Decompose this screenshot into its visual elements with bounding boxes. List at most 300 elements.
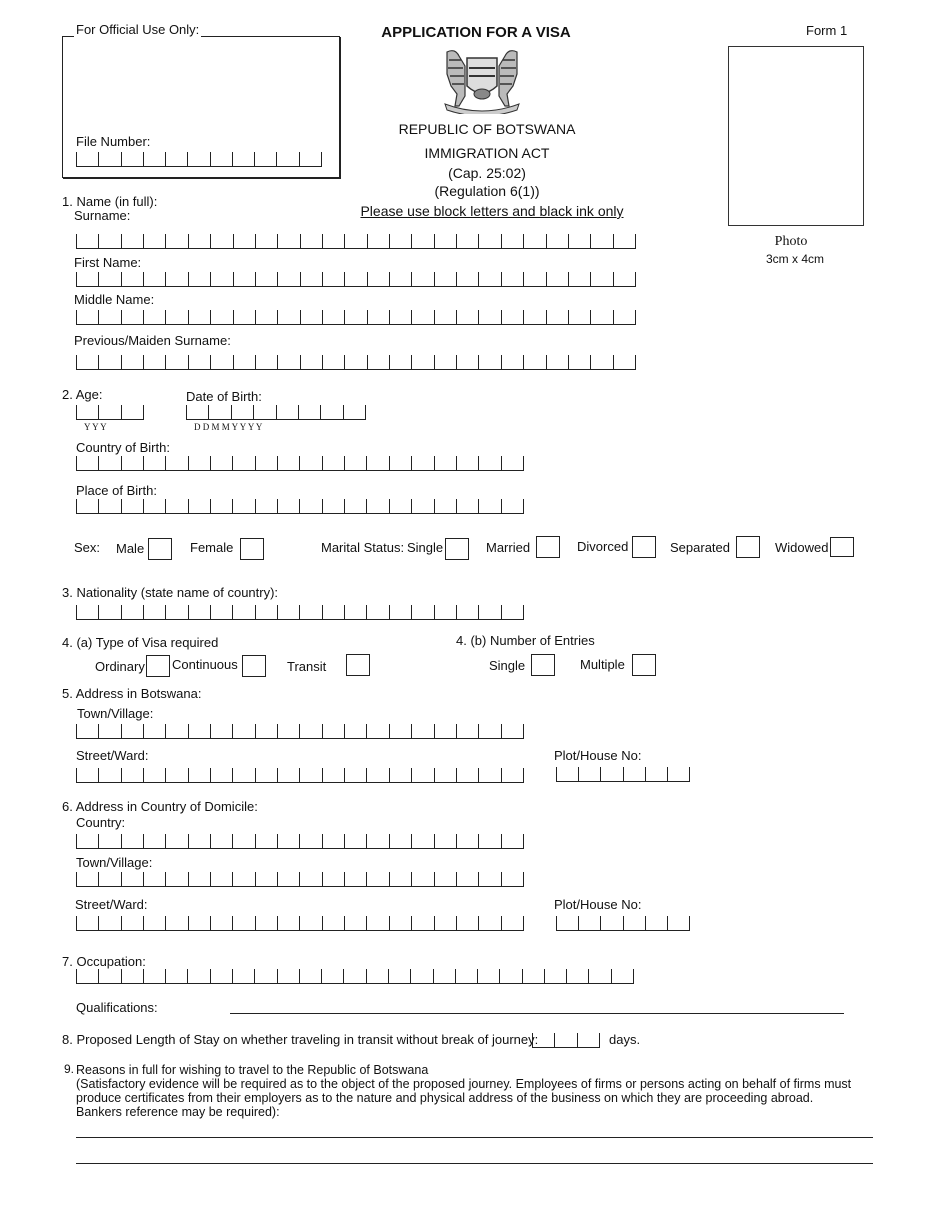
char-cell[interactable] xyxy=(456,834,478,848)
country-of-birth-input[interactable] xyxy=(76,456,524,471)
char-cell[interactable] xyxy=(143,355,165,369)
char-cell[interactable] xyxy=(76,872,98,886)
char-cell[interactable] xyxy=(121,234,143,248)
char-cell[interactable] xyxy=(300,310,322,324)
female-checkbox[interactable] xyxy=(240,538,264,560)
char-cell[interactable] xyxy=(321,969,343,983)
char-cell[interactable] xyxy=(143,768,165,782)
char-cell[interactable] xyxy=(544,969,566,983)
char-cell[interactable] xyxy=(532,1033,554,1047)
char-cell[interactable] xyxy=(299,768,321,782)
char-cell[interactable] xyxy=(232,872,254,886)
char-cell[interactable] xyxy=(277,355,299,369)
char-cell[interactable] xyxy=(143,272,165,286)
char-cell[interactable] xyxy=(210,234,232,248)
char-cell[interactable] xyxy=(501,916,524,930)
char-cell[interactable] xyxy=(456,872,478,886)
ordinary-checkbox[interactable] xyxy=(146,655,170,677)
char-cell[interactable] xyxy=(590,355,612,369)
char-cell[interactable] xyxy=(188,310,210,324)
char-cell[interactable] xyxy=(389,355,411,369)
char-cell[interactable] xyxy=(389,834,411,848)
previous-surname-input[interactable] xyxy=(76,355,636,370)
char-cell[interactable] xyxy=(232,768,254,782)
char-cell[interactable] xyxy=(76,834,98,848)
char-cell[interactable] xyxy=(501,310,523,324)
male-checkbox[interactable] xyxy=(148,538,172,560)
char-cell[interactable] xyxy=(143,234,165,248)
char-cell[interactable] xyxy=(76,355,98,369)
char-cell[interactable] xyxy=(210,768,232,782)
char-cell[interactable] xyxy=(600,767,622,781)
char-cell[interactable] xyxy=(623,767,645,781)
char-cell[interactable] xyxy=(98,834,120,848)
char-cell[interactable] xyxy=(121,152,143,166)
char-cell[interactable] xyxy=(121,768,143,782)
char-cell[interactable] xyxy=(478,916,500,930)
char-cell[interactable] xyxy=(478,872,500,886)
char-cell[interactable] xyxy=(76,605,98,619)
char-cell[interactable] xyxy=(613,272,636,286)
char-cell[interactable] xyxy=(411,834,433,848)
nationality-input[interactable] xyxy=(76,605,524,620)
char-cell[interactable] xyxy=(165,872,187,886)
char-cell[interactable] xyxy=(388,969,410,983)
char-cell[interactable] xyxy=(389,872,411,886)
char-cell[interactable] xyxy=(165,152,187,166)
char-cell[interactable] xyxy=(299,456,321,470)
char-cell[interactable] xyxy=(411,234,433,248)
char-cell[interactable] xyxy=(98,272,120,286)
char-cell[interactable] xyxy=(456,456,478,470)
char-cell[interactable] xyxy=(98,456,120,470)
age-input[interactable] xyxy=(76,405,144,420)
char-cell[interactable] xyxy=(188,456,210,470)
char-cell[interactable] xyxy=(523,355,545,369)
char-cell[interactable] xyxy=(165,234,187,248)
char-cell[interactable] xyxy=(165,834,187,848)
char-cell[interactable] xyxy=(344,310,366,324)
char-cell[interactable] xyxy=(277,310,299,324)
char-cell[interactable] xyxy=(322,768,344,782)
char-cell[interactable] xyxy=(143,456,165,470)
char-cell[interactable] xyxy=(254,152,276,166)
char-cell[interactable] xyxy=(188,768,210,782)
char-cell[interactable] xyxy=(566,969,588,983)
char-cell[interactable] xyxy=(578,767,600,781)
char-cell[interactable] xyxy=(501,768,524,782)
char-cell[interactable] xyxy=(522,969,544,983)
char-cell[interactable] xyxy=(568,355,590,369)
char-cell[interactable] xyxy=(76,768,98,782)
widowed-checkbox[interactable] xyxy=(830,537,854,557)
dom-plot-input[interactable] xyxy=(556,916,690,931)
char-cell[interactable] xyxy=(456,724,478,738)
char-cell[interactable] xyxy=(588,969,610,983)
char-cell[interactable] xyxy=(299,605,321,619)
char-cell[interactable] xyxy=(389,916,411,930)
char-cell[interactable] xyxy=(187,152,209,166)
char-cell[interactable] xyxy=(233,234,255,248)
char-cell[interactable] xyxy=(143,969,165,983)
char-cell[interactable] xyxy=(322,310,344,324)
entries-single-checkbox[interactable] xyxy=(531,654,555,676)
char-cell[interactable] xyxy=(322,272,344,286)
char-cell[interactable] xyxy=(523,310,545,324)
char-cell[interactable] xyxy=(98,499,120,513)
char-cell[interactable] xyxy=(121,605,143,619)
char-cell[interactable] xyxy=(366,724,388,738)
char-cell[interactable] xyxy=(344,872,366,886)
char-cell[interactable] xyxy=(667,916,690,930)
char-cell[interactable] xyxy=(556,916,578,930)
char-cell[interactable] xyxy=(188,272,210,286)
char-cell[interactable] xyxy=(367,272,389,286)
char-cell[interactable] xyxy=(255,234,277,248)
char-cell[interactable] xyxy=(623,916,645,930)
char-cell[interactable] xyxy=(322,834,344,848)
char-cell[interactable] xyxy=(344,834,366,848)
char-cell[interactable] xyxy=(478,310,500,324)
char-cell[interactable] xyxy=(344,234,366,248)
char-cell[interactable] xyxy=(255,499,277,513)
char-cell[interactable] xyxy=(299,969,321,983)
char-cell[interactable] xyxy=(165,768,187,782)
dob-input[interactable] xyxy=(186,405,366,420)
char-cell[interactable] xyxy=(255,872,277,886)
char-cell[interactable] xyxy=(208,405,230,419)
char-cell[interactable] xyxy=(210,272,232,286)
char-cell[interactable] xyxy=(411,310,433,324)
char-cell[interactable] xyxy=(477,969,499,983)
char-cell[interactable] xyxy=(233,272,255,286)
char-cell[interactable] xyxy=(165,724,187,738)
char-cell[interactable] xyxy=(434,272,456,286)
divorced-checkbox[interactable] xyxy=(632,536,656,558)
char-cell[interactable] xyxy=(478,456,500,470)
char-cell[interactable] xyxy=(210,499,232,513)
char-cell[interactable] xyxy=(343,405,366,419)
char-cell[interactable] xyxy=(186,405,208,419)
char-cell[interactable] xyxy=(232,456,254,470)
char-cell[interactable] xyxy=(411,768,433,782)
char-cell[interactable] xyxy=(578,916,600,930)
char-cell[interactable] xyxy=(98,310,120,324)
char-cell[interactable] xyxy=(210,456,232,470)
char-cell[interactable] xyxy=(277,724,299,738)
char-cell[interactable] xyxy=(233,355,255,369)
surname-input[interactable] xyxy=(76,234,636,249)
char-cell[interactable] xyxy=(188,234,210,248)
char-cell[interactable] xyxy=(143,916,165,930)
char-cell[interactable] xyxy=(253,405,275,419)
char-cell[interactable] xyxy=(299,872,321,886)
char-cell[interactable] xyxy=(121,456,143,470)
length-of-stay-input[interactable] xyxy=(532,1033,600,1048)
char-cell[interactable] xyxy=(121,405,144,419)
char-cell[interactable] xyxy=(501,499,524,513)
char-cell[interactable] xyxy=(187,969,209,983)
char-cell[interactable] xyxy=(478,834,500,848)
char-cell[interactable] xyxy=(501,355,523,369)
char-cell[interactable] xyxy=(366,456,388,470)
char-cell[interactable] xyxy=(389,310,411,324)
char-cell[interactable] xyxy=(299,152,322,166)
entries-multiple-checkbox[interactable] xyxy=(632,654,656,676)
char-cell[interactable] xyxy=(76,499,98,513)
char-cell[interactable] xyxy=(98,605,120,619)
char-cell[interactable] xyxy=(210,355,232,369)
char-cell[interactable] xyxy=(121,355,143,369)
char-cell[interactable] xyxy=(232,152,254,166)
char-cell[interactable] xyxy=(322,355,344,369)
single-checkbox[interactable] xyxy=(445,538,469,560)
char-cell[interactable] xyxy=(434,724,456,738)
char-cell[interactable] xyxy=(434,872,456,886)
char-cell[interactable] xyxy=(645,916,667,930)
char-cell[interactable] xyxy=(277,872,299,886)
char-cell[interactable] xyxy=(611,969,634,983)
char-cell[interactable] xyxy=(300,234,322,248)
char-cell[interactable] xyxy=(322,605,344,619)
char-cell[interactable] xyxy=(121,834,143,848)
char-cell[interactable] xyxy=(501,605,524,619)
char-cell[interactable] xyxy=(98,355,120,369)
char-cell[interactable] xyxy=(98,152,120,166)
char-cell[interactable] xyxy=(76,152,98,166)
char-cell[interactable] xyxy=(232,916,254,930)
char-cell[interactable] xyxy=(255,272,277,286)
char-cell[interactable] xyxy=(121,310,143,324)
char-cell[interactable] xyxy=(299,834,321,848)
char-cell[interactable] xyxy=(76,405,98,419)
char-cell[interactable] xyxy=(434,834,456,848)
char-cell[interactable] xyxy=(568,272,590,286)
char-cell[interactable] xyxy=(411,499,433,513)
middle-name-input[interactable] xyxy=(76,310,636,325)
char-cell[interactable] xyxy=(165,969,187,983)
char-cell[interactable] xyxy=(300,272,322,286)
char-cell[interactable] xyxy=(434,234,456,248)
char-cell[interactable] xyxy=(501,834,524,848)
char-cell[interactable] xyxy=(411,916,433,930)
char-cell[interactable] xyxy=(98,405,120,419)
char-cell[interactable] xyxy=(232,605,254,619)
char-cell[interactable] xyxy=(165,605,187,619)
char-cell[interactable] xyxy=(277,916,299,930)
char-cell[interactable] xyxy=(367,355,389,369)
bw-town-input[interactable] xyxy=(76,724,524,739)
char-cell[interactable] xyxy=(600,916,622,930)
char-cell[interactable] xyxy=(232,969,254,983)
char-cell[interactable] xyxy=(98,234,120,248)
char-cell[interactable] xyxy=(255,916,277,930)
char-cell[interactable] xyxy=(121,969,143,983)
char-cell[interactable] xyxy=(645,767,667,781)
char-cell[interactable] xyxy=(411,605,433,619)
char-cell[interactable] xyxy=(322,872,344,886)
char-cell[interactable] xyxy=(98,969,120,983)
char-cell[interactable] xyxy=(299,916,321,930)
char-cell[interactable] xyxy=(434,310,456,324)
char-cell[interactable] xyxy=(590,310,612,324)
char-cell[interactable] xyxy=(188,916,210,930)
char-cell[interactable] xyxy=(165,272,187,286)
char-cell[interactable] xyxy=(98,768,120,782)
char-cell[interactable] xyxy=(188,834,210,848)
char-cell[interactable] xyxy=(590,272,612,286)
char-cell[interactable] xyxy=(143,152,165,166)
char-cell[interactable] xyxy=(366,916,388,930)
char-cell[interactable] xyxy=(210,724,232,738)
char-cell[interactable] xyxy=(98,916,120,930)
char-cell[interactable] xyxy=(501,872,524,886)
char-cell[interactable] xyxy=(76,724,98,738)
char-cell[interactable] xyxy=(121,499,143,513)
char-cell[interactable] xyxy=(210,834,232,848)
char-cell[interactable] xyxy=(76,916,98,930)
char-cell[interactable] xyxy=(456,272,478,286)
char-cell[interactable] xyxy=(143,499,165,513)
char-cell[interactable] xyxy=(254,969,276,983)
char-cell[interactable] xyxy=(188,355,210,369)
reasons-line-1[interactable] xyxy=(76,1137,873,1138)
char-cell[interactable] xyxy=(121,916,143,930)
char-cell[interactable] xyxy=(546,310,568,324)
char-cell[interactable] xyxy=(344,916,366,930)
char-cell[interactable] xyxy=(298,405,320,419)
char-cell[interactable] xyxy=(554,1033,576,1047)
char-cell[interactable] xyxy=(277,456,299,470)
char-cell[interactable] xyxy=(366,834,388,848)
char-cell[interactable] xyxy=(344,456,366,470)
char-cell[interactable] xyxy=(590,234,612,248)
char-cell[interactable] xyxy=(613,355,636,369)
char-cell[interactable] xyxy=(478,234,500,248)
dom-country-input[interactable] xyxy=(76,834,524,849)
char-cell[interactable] xyxy=(210,152,232,166)
char-cell[interactable] xyxy=(210,969,232,983)
char-cell[interactable] xyxy=(143,310,165,324)
char-cell[interactable] xyxy=(165,499,187,513)
char-cell[interactable] xyxy=(366,499,388,513)
char-cell[interactable] xyxy=(143,605,165,619)
char-cell[interactable] xyxy=(344,499,366,513)
char-cell[interactable] xyxy=(277,499,299,513)
char-cell[interactable] xyxy=(299,499,321,513)
char-cell[interactable] xyxy=(434,768,456,782)
char-cell[interactable] xyxy=(456,605,478,619)
char-cell[interactable] xyxy=(366,872,388,886)
transit-checkbox[interactable] xyxy=(346,654,370,676)
char-cell[interactable] xyxy=(188,605,210,619)
char-cell[interactable] xyxy=(410,969,432,983)
char-cell[interactable] xyxy=(389,724,411,738)
continuous-checkbox[interactable] xyxy=(242,655,266,677)
char-cell[interactable] xyxy=(255,456,277,470)
char-cell[interactable] xyxy=(76,272,98,286)
char-cell[interactable] xyxy=(344,272,366,286)
char-cell[interactable] xyxy=(501,272,523,286)
char-cell[interactable] xyxy=(188,872,210,886)
char-cell[interactable] xyxy=(434,456,456,470)
char-cell[interactable] xyxy=(613,310,636,324)
char-cell[interactable] xyxy=(165,916,187,930)
char-cell[interactable] xyxy=(344,355,366,369)
char-cell[interactable] xyxy=(501,234,523,248)
char-cell[interactable] xyxy=(165,310,187,324)
char-cell[interactable] xyxy=(389,605,411,619)
char-cell[interactable] xyxy=(478,355,500,369)
char-cell[interactable] xyxy=(76,310,98,324)
char-cell[interactable] xyxy=(277,272,299,286)
char-cell[interactable] xyxy=(322,234,344,248)
char-cell[interactable] xyxy=(523,272,545,286)
char-cell[interactable] xyxy=(255,605,277,619)
married-checkbox[interactable] xyxy=(536,536,560,558)
char-cell[interactable] xyxy=(546,355,568,369)
char-cell[interactable] xyxy=(255,355,277,369)
char-cell[interactable] xyxy=(322,724,344,738)
char-cell[interactable] xyxy=(456,916,478,930)
char-cell[interactable] xyxy=(667,767,690,781)
reasons-line-2[interactable] xyxy=(76,1163,873,1164)
char-cell[interactable] xyxy=(556,767,578,781)
bw-plot-input[interactable] xyxy=(556,767,690,782)
file-number-input[interactable] xyxy=(76,152,322,167)
char-cell[interactable] xyxy=(568,234,590,248)
char-cell[interactable] xyxy=(322,456,344,470)
char-cell[interactable] xyxy=(434,499,456,513)
char-cell[interactable] xyxy=(231,405,253,419)
char-cell[interactable] xyxy=(366,605,388,619)
char-cell[interactable] xyxy=(389,768,411,782)
char-cell[interactable] xyxy=(76,969,98,983)
char-cell[interactable] xyxy=(320,405,342,419)
char-cell[interactable] xyxy=(478,499,500,513)
char-cell[interactable] xyxy=(577,1033,600,1047)
char-cell[interactable] xyxy=(546,272,568,286)
char-cell[interactable] xyxy=(210,605,232,619)
char-cell[interactable] xyxy=(232,499,254,513)
first-name-input[interactable] xyxy=(76,272,636,287)
char-cell[interactable] xyxy=(523,234,545,248)
char-cell[interactable] xyxy=(233,310,255,324)
char-cell[interactable] xyxy=(434,355,456,369)
char-cell[interactable] xyxy=(366,768,388,782)
char-cell[interactable] xyxy=(277,834,299,848)
char-cell[interactable] xyxy=(613,234,636,248)
char-cell[interactable] xyxy=(501,456,524,470)
char-cell[interactable] xyxy=(344,768,366,782)
char-cell[interactable] xyxy=(568,310,590,324)
char-cell[interactable] xyxy=(210,310,232,324)
char-cell[interactable] xyxy=(456,499,478,513)
char-cell[interactable] xyxy=(276,405,298,419)
char-cell[interactable] xyxy=(277,605,299,619)
char-cell[interactable] xyxy=(232,724,254,738)
char-cell[interactable] xyxy=(255,834,277,848)
char-cell[interactable] xyxy=(188,724,210,738)
char-cell[interactable] xyxy=(344,724,366,738)
char-cell[interactable] xyxy=(411,724,433,738)
char-cell[interactable] xyxy=(343,969,365,983)
char-cell[interactable] xyxy=(411,456,433,470)
char-cell[interactable] xyxy=(456,768,478,782)
char-cell[interactable] xyxy=(98,724,120,738)
char-cell[interactable] xyxy=(121,872,143,886)
char-cell[interactable] xyxy=(76,234,98,248)
